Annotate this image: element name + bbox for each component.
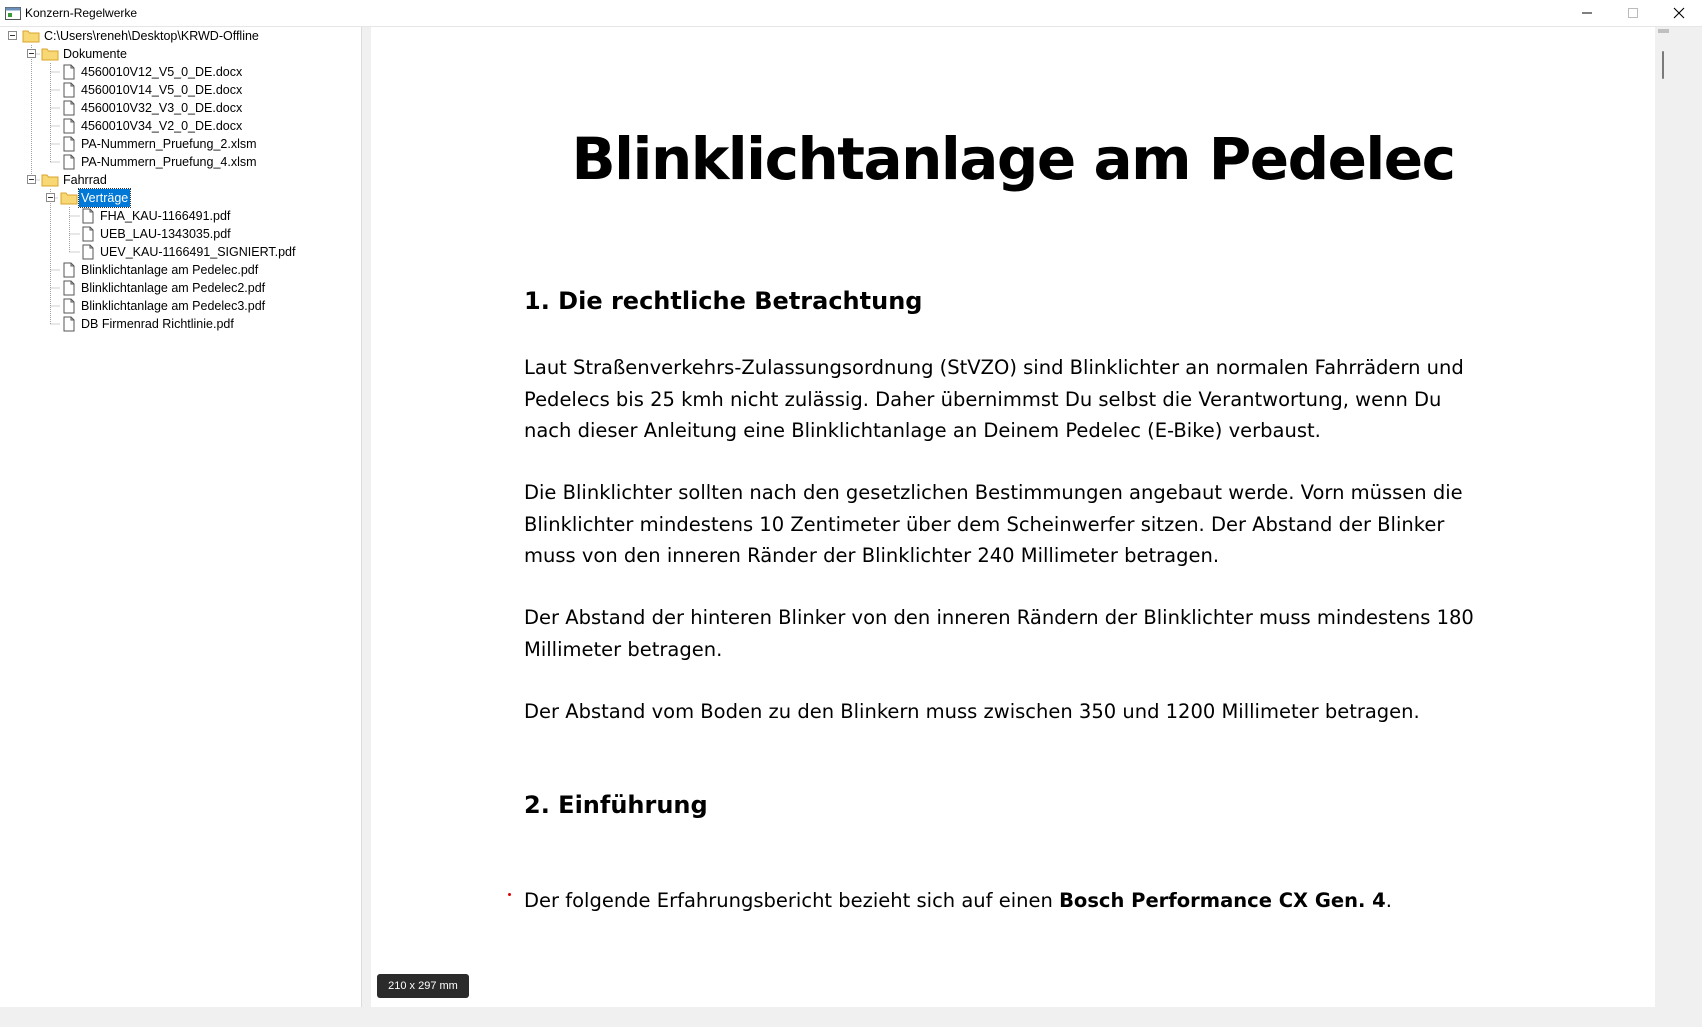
- file-icon: [62, 118, 76, 134]
- folder-open-icon: [60, 190, 78, 205]
- bullet-marker: [508, 893, 511, 896]
- file-icon: [62, 100, 76, 116]
- file-icon: [81, 244, 95, 260]
- tree-file[interactable]: 4560010V12_V5_0_DE.docx: [62, 63, 244, 81]
- tree-file[interactable]: 4560010V14_V5_0_DE.docx: [62, 81, 244, 99]
- paragraph: Der Abstand der hinteren Blinker von den inneren Rändern der Blinklichter muss mindestens 180 Millimeter betragen.: [524, 606, 1474, 661]
- close-button[interactable]: [1656, 0, 1702, 26]
- document-viewer[interactable]: [371, 27, 1655, 1007]
- tree-file[interactable]: DB Firmenrad Richtlinie.pdf: [62, 315, 236, 333]
- close-icon: [1656, 0, 1702, 26]
- tree-file[interactable]: FHA_KAU-1166491.pdf: [81, 207, 232, 225]
- tree-file[interactable]: PA-Nummern_Pruefung_4.xlsm: [62, 153, 259, 171]
- dokumente-collapse-toggle[interactable]: [27, 49, 36, 58]
- file-icon: [81, 226, 95, 242]
- folder-icon: [41, 172, 59, 187]
- file-icon: [62, 280, 76, 296]
- scrollbar-thumb[interactable]: [1662, 51, 1664, 79]
- vertraege-collapse-toggle[interactable]: [46, 193, 55, 202]
- minimize-icon: [1564, 0, 1610, 26]
- tree-file[interactable]: PA-Nummern_Pruefung_2.xlsm: [62, 135, 259, 153]
- tree-file[interactable]: UEV_KAU-1166491_SIGNIERT.pdf: [81, 243, 297, 261]
- file-icon: [81, 208, 95, 224]
- paragraph: Die Blinklichter sollten nach den gesetzlichen Bestimmungen angebaut werde. Vorn müssen die Blinklichter mindestens 10 Zentimeter über dem Scheinwerfer sitzen. Der Abstand der Blinker muss von den inneren Ränder der Blinklichter 240 Millimeter betragen.: [524, 481, 1463, 567]
- minimize-button[interactable]: [1564, 0, 1610, 26]
- tree-file[interactable]: UEB_LAU-1343035.pdf: [81, 225, 233, 243]
- tree-file[interactable]: Blinklichtanlage am Pedelec3.pdf: [62, 297, 267, 315]
- file-icon: [62, 316, 76, 332]
- scrollbar-arrow-up[interactable]: [1658, 29, 1669, 33]
- paragraph-bold-text: Bosch Performance CX Gen. 4: [1059, 889, 1386, 912]
- document-title: Blinklichtanlage am Pedelec: [571, 125, 1455, 193]
- tree-folder-vertraege[interactable]: Verträge: [60, 189, 130, 207]
- bottom-strip: [0, 1007, 1702, 1027]
- title-bar: [0, 0, 1702, 27]
- tree-folder-fahrrad[interactable]: Fahrrad: [41, 171, 109, 189]
- paragraph-text: Der folgende Erfahrungsbericht bezieht sich auf einen: [524, 889, 1060, 912]
- tree-file[interactable]: 4560010V34_V2_0_DE.docx: [62, 117, 244, 135]
- paragraph: Der Abstand vom Boden zu den Blinkern muss zwischen 350 und 1200 Millimeter betragen.: [524, 700, 1420, 723]
- file-icon: [62, 64, 76, 80]
- file-tree[interactable]: [0, 27, 362, 1007]
- tree-folder-dokumente[interactable]: Dokumente: [41, 45, 129, 63]
- file-icon: [62, 298, 76, 314]
- file-icon: [62, 136, 76, 152]
- folder-icon: [22, 28, 40, 43]
- section-heading: 1. Die rechtliche Betrachtung: [524, 287, 923, 315]
- maximize-button[interactable]: [1610, 0, 1656, 26]
- root-collapse-toggle[interactable]: [8, 31, 17, 40]
- maximize-icon: [1610, 0, 1656, 26]
- tree-file[interactable]: 4560010V32_V3_0_DE.docx: [62, 99, 244, 117]
- fahrrad-collapse-toggle[interactable]: [27, 175, 36, 184]
- tree-root[interactable]: C:\Users\reneh\Desktop\KRWD-Offline: [22, 27, 261, 45]
- paragraph: Laut Straßenverkehrs-Zulassungsordnung (StVZO) sind Blinklichter an normalen Fahrrädern und Pedelecs bis 25 kmh nicht zulässig. Daher übernimmst Du selbst die Verantwortung, wenn Du nach dieser Anleitung eine Blinklichtanlage an Deinem Pedelec (E-Bike) verbaust.: [524, 356, 1464, 442]
- file-icon: [62, 262, 76, 278]
- pane-splitter[interactable]: [362, 27, 370, 1007]
- paragraph: [524, 885, 1494, 917]
- folder-icon: [41, 46, 59, 61]
- file-icon: [62, 82, 76, 98]
- page-size-badge: 210 x 297 mm: [377, 974, 469, 998]
- window-title: Konzern-Regelwerke: [25, 6, 138, 20]
- app-icon: [5, 7, 21, 20]
- paragraph-text: .: [1385, 889, 1392, 912]
- file-icon: [62, 154, 76, 170]
- vertical-scrollbar[interactable]: [1655, 27, 1672, 1007]
- section-heading: 2. Einführung: [524, 791, 708, 819]
- tree-file[interactable]: Blinklichtanlage am Pedelec.pdf: [62, 261, 260, 279]
- tree-file[interactable]: Blinklichtanlage am Pedelec2.pdf: [62, 279, 267, 297]
